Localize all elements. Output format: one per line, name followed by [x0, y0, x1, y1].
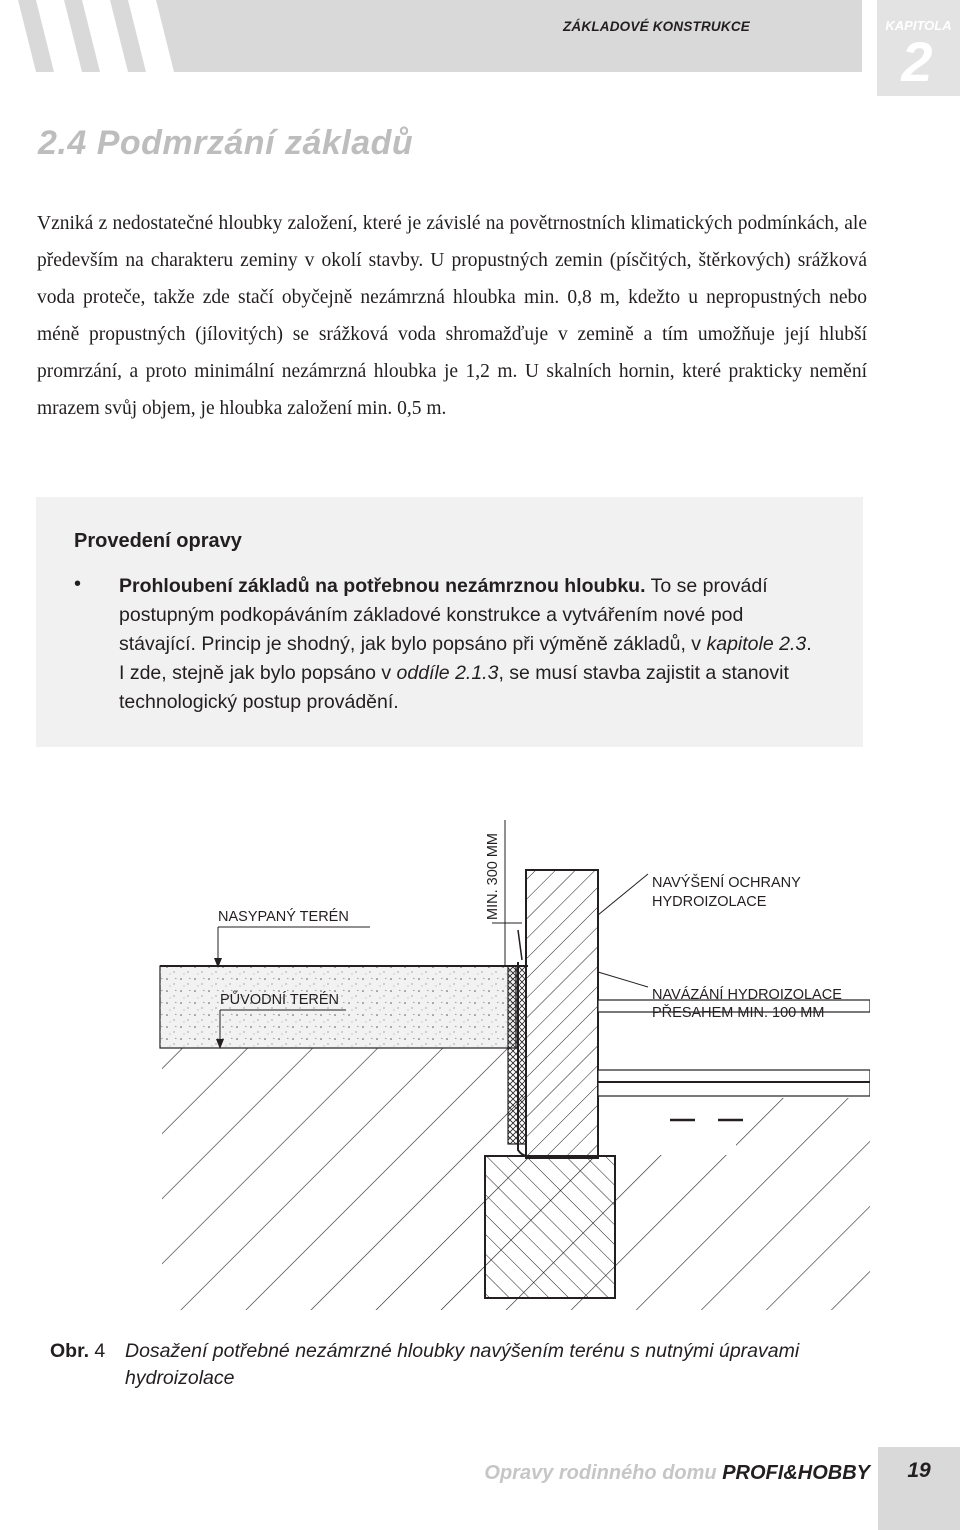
repair-item-text-2: . I zde, stejně jak bylo popsáno v	[119, 633, 812, 684]
repair-item-text-1: To se provádí postupným podkopáváním základové konstrukce a vytvářením nové pod stávající. Princip je shodný, jak bylo popsáno při výměně základů, v	[119, 575, 768, 655]
svg-text:NAVÁZÁNÍ HYDROIZOLACE: NAVÁZÁNÍ HYDROIZOLACE	[652, 987, 842, 1003]
repair-box	[36, 497, 863, 747]
repair-heading: Provedení opravy	[74, 530, 242, 552]
chapter-reference: kapitole 2.3	[706, 633, 807, 655]
caption-label: Obr. 4	[50, 1340, 106, 1362]
header-bar	[0, 0, 862, 72]
footer-magazine: Opravy rodinného domu PROFI&HOBBY	[484, 1462, 870, 1484]
label-min-height	[485, 820, 522, 966]
wall	[526, 870, 598, 1158]
caption-number: 4	[89, 1340, 106, 1362]
section-title: 2.4 Podmrzání základů	[38, 124, 414, 162]
repair-item-text-3: , se musí stavba zajistit a stanovit technologický postup provádění.	[119, 662, 789, 713]
chapter-box	[877, 0, 960, 96]
caption-text: Dosažení potřebné nezámrzné hloubky navýšením terénu s nutnými úpravami hydroizolace	[125, 1340, 800, 1389]
intro-paragraph: Vzniká z nedostatečné hloubky založení, které je závislé na povětrnostních klimatických podmínkách, ale především na charakteru zeminy v okolí stavby. U propustných zemin (písčitých, štěrkových) srážková voda proteče, takže zde stačí obyčejně nezámrzná hloubka min. 0,8 m, kdežto u nepropustných nebo méně propustných (jílovitých) se srážková voda shromažďuje v zemině a tím umožňuje její hlubší promrzání, a proto minimální nezámrzná hloubka je 1,2 m. U skalních hornin, které prakticky nemění mrazem svůj objem, je hloubka založení min. 0,5 m.	[37, 213, 867, 419]
label-new-terrain	[214, 908, 370, 968]
svg-text:PŮVODNÍ TERÉN: PŮVODNÍ TERÉN	[220, 992, 339, 1008]
label-membrane-connection	[598, 972, 842, 1021]
page-number: 19	[907, 1459, 931, 1482]
svg-text:NAVÝŠENÍ OCHRANY: NAVÝŠENÍ OCHRANY	[652, 875, 801, 891]
chapter-number: 2	[901, 30, 933, 93]
membrane-overlap	[518, 930, 522, 960]
chapter-label: KAPITOLA	[885, 18, 952, 33]
footer-brand: PROFI&HOBBY	[722, 1462, 870, 1484]
svg-text:HYDROIZOLACE: HYDROIZOLACE	[652, 894, 767, 910]
repair-item-text	[119, 572, 819, 717]
label-raise-protection	[598, 874, 801, 915]
foundation-footing	[485, 1156, 615, 1298]
page-number-box	[878, 1447, 960, 1530]
header-section-label: ZÁKLADOVÉ KONSTRUKCE	[562, 19, 750, 34]
svg-text:PŘESAHEM MIN. 100 MM: PŘESAHEM MIN. 100 MM	[652, 1005, 825, 1021]
svg-text:MIN. 300 MM: MIN. 300 MM	[485, 832, 501, 920]
header-stripes-decoration	[0, 0, 200, 72]
section-reference: oddíle 2.1.3	[396, 662, 499, 684]
foundation-diagram	[150, 820, 870, 1320]
bullet: •	[74, 573, 82, 595]
repair-item-bold: Prohloubení základů na potřebnou nezámrznou hloubku.	[119, 575, 646, 597]
svg-text:NASYPANÝ TERÉN: NASYPANÝ TERÉN	[218, 909, 349, 925]
